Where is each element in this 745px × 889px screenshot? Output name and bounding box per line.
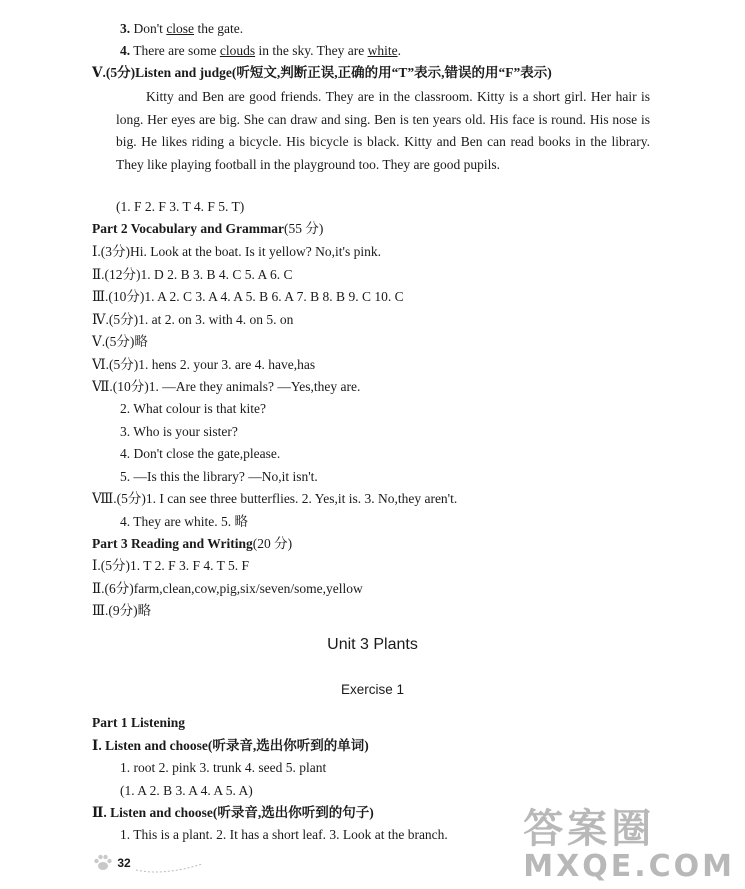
section-5-heading: Ⅴ.(5分)Listen and judge(听短文,判断正误,正确的用“T”表示,错误的用“F”表示) <box>92 65 552 80</box>
part-3-heading: Part 3 Reading and Writing(20 分) <box>92 536 293 551</box>
part2-answer-7-2: 2. What colour is that kite? <box>120 401 266 416</box>
listen-choose-1-heading: Ⅰ. Listen and choose(听录音,选出你听到的单词) <box>92 738 369 753</box>
part2-answer-3: Ⅲ.(10分)1. A 2. C 3. A 4. A 5. B 6. A 7. B 8. B 9. C 10. C <box>92 289 404 304</box>
page-number: 32 <box>92 852 204 874</box>
part2-answer-4: Ⅳ.(5分)1. at 2. on 3. with 4. on 5. on <box>92 312 294 327</box>
part2-answer-8-2: 4. They are white. 5. 略 <box>120 514 248 529</box>
answer-line-3: 3. Don't close the gate. <box>120 21 244 36</box>
part2-answer-7-4: 4. Don't close the gate,please. <box>120 446 281 461</box>
part2-answer-1: Ⅰ.(3分)Hi. Look at the boat. Is it yellow? No,it's pink. <box>92 244 381 259</box>
listen-choose-2-sentences: 1. This is a plant. 2. It has a short leaf. 3. Look at the branch. <box>120 827 448 842</box>
part2-answer-7-5: 5. —Is this the library? —No,it isn't. <box>120 469 318 484</box>
part2-answer-8: Ⅷ.(5分)1. I can see three butterflies. 2. Yes,it is. 3. No,they aren't. <box>92 491 458 506</box>
part2-answer-6: Ⅵ.(5分)1. hens 2. your 3. are 4. have,has <box>92 357 316 372</box>
site-watermark: 答案圈 MXQE.COM <box>523 806 735 884</box>
part2-answer-7-3: 3. Who is your sister? <box>120 424 238 439</box>
dotted-flourish <box>134 860 204 874</box>
listen-choose-1-words: 1. root 2. pink 3. trunk 4. seed 5. plant <box>120 760 327 775</box>
part-1-heading: Part 1 Listening <box>92 715 185 730</box>
part3-answer-3: Ⅲ.(9分)略 <box>92 603 152 618</box>
part3-answer-1: Ⅰ.(5分)1. T 2. F 3. F 4. T 5. F <box>92 558 249 573</box>
section-5-answers: (1. F 2. F 3. T 4. F 5. T) <box>116 199 245 214</box>
part-2-heading: Part 2 Vocabulary and Grammar(55 分) <box>92 221 324 236</box>
listen-choose-1-answers: (1. A 2. B 3. A 4. A 5. A) <box>120 783 253 798</box>
part2-answer-5: Ⅴ.(5分)略 <box>92 334 148 349</box>
unit-title: Unit 3 Plants <box>327 636 418 653</box>
part2-answer-2: Ⅱ.(12分)1. D 2. B 3. B 4. C 5. A 6. C <box>92 267 293 282</box>
part2-answer-7: Ⅶ.(10分)1. —Are they animals? —Yes,they are. <box>92 379 361 394</box>
listening-passage: Kitty and Ben are good friends. They are in the classroom. Kitty is a short girl. Her hair is long. Her eyes are big. She can draw and sing. Ben is ten years old. His face is round. His nose is big. He likes riding a bicycle. His bicycle is black. Kitty and Ben can read books in the library. They like playing football in the playground too. They are good pupils. <box>116 89 650 172</box>
answer-line-4: 4. There are some clouds in the sky. They are white. <box>120 43 401 58</box>
exercise-title: Exercise 1 <box>340 682 405 697</box>
listen-choose-2-heading: Ⅱ. Listen and choose(听录音,选出你听到的句子) <box>92 805 374 820</box>
paw-icon <box>92 852 114 874</box>
part3-answer-2: Ⅱ.(6分)farm,clean,cow,pig,six/seven/some,yellow <box>92 581 363 596</box>
